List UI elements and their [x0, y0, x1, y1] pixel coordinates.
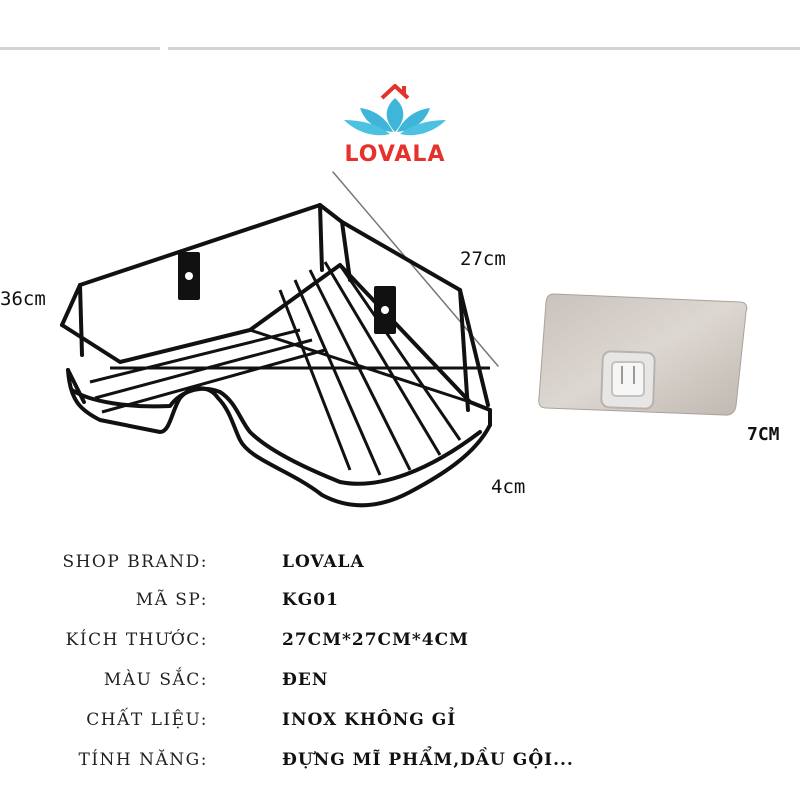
top-divider-left [0, 47, 160, 50]
top-divider-right [168, 47, 800, 50]
brand-name: LOVALA [344, 142, 446, 167]
spec-row-feature [0, 750, 800, 780]
hook-dimension-label: 7CM [747, 424, 780, 445]
adhesive-hook-image [536, 290, 750, 420]
lotus-house-icon [330, 70, 460, 145]
brand-logo [330, 70, 460, 175]
height-dimension-label: 36cm [0, 288, 46, 310]
spec-label: SHOP BRAND: [62, 552, 208, 572]
spec-row-sku [0, 590, 800, 620]
spec-value: KG01 [282, 590, 339, 610]
spec-row-material [0, 710, 800, 740]
depth-dimension-label: 4cm [491, 476, 526, 498]
length-dimension-label: 27cm [460, 248, 506, 270]
spec-row-size [0, 630, 800, 660]
corner-wire-shelf-image [50, 170, 510, 520]
spec-label: KÍCH THƯỚC: [65, 630, 208, 650]
spec-row-color [0, 670, 800, 700]
spec-value: LOVALA [282, 552, 365, 572]
spec-value: 27CM*27CM*4CM [282, 630, 469, 650]
spec-label: MÃ SP: [135, 590, 208, 610]
spec-label: CHẤT LIỆU: [86, 710, 208, 730]
spec-value: ĐỰNG MĨ PHẨM,DẦU GỘI... [282, 750, 574, 770]
spec-value: ĐEN [282, 670, 329, 690]
spec-row-brand [0, 552, 800, 582]
spec-value: INOX KHÔNG GỈ [282, 710, 457, 730]
spec-label: MÀU SẮC: [103, 670, 208, 690]
spec-label: TÍNH NĂNG: [78, 750, 208, 770]
